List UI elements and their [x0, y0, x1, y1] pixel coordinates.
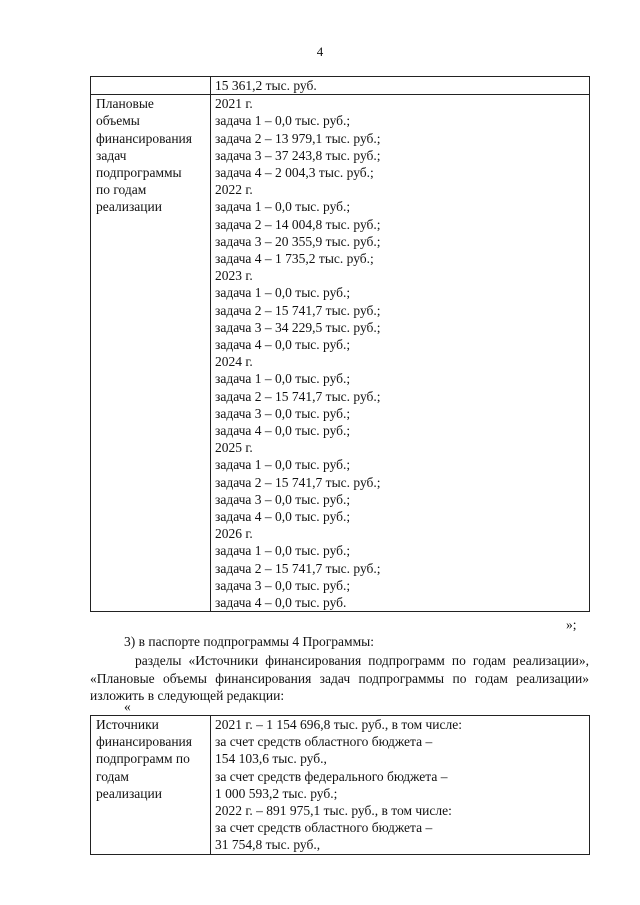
financing-sources-label — [91, 716, 211, 855]
text-line: задача 4 – 0,0 тыс. руб.; — [215, 337, 351, 353]
table-row — [91, 77, 590, 95]
text-line: задача 3 – 0,0 тыс. руб.; — [215, 405, 351, 421]
text-line: подпрограмм по — [96, 751, 190, 767]
text-line: задача 3 – 0,0 тыс. руб.; — [215, 491, 351, 507]
table-cell-empty — [91, 77, 211, 95]
text-line: 2025 г. — [215, 440, 253, 456]
text-line: 2026 г. — [215, 526, 253, 542]
closing-quote: »; — [566, 617, 577, 632]
text-line: годам — [96, 768, 129, 784]
text-line: 1 000 593,2 тыс. руб.; — [215, 785, 338, 801]
text-line: задача 4 – 2 004,3 тыс. руб.; — [215, 165, 374, 181]
financing-sources-table-subprogram-4 — [90, 715, 590, 855]
text-line: задача 2 – 13 979,1 тыс. руб.; — [215, 130, 381, 146]
financing-sources-values — [211, 716, 590, 855]
text-line: задача 1 – 0,0 тыс. руб.; — [215, 113, 351, 129]
amendment-paragraph-sections: разделы «Источники финансирования подпрограмм по годам реализации», «Плановые объемы финансирования задач подпрограммы по годам реализации» изложить в следующей редакции: — [90, 653, 589, 704]
text-line: задача 4 – 0,0 тыс. руб. — [215, 595, 347, 611]
planned-financing-values — [211, 95, 590, 612]
text-line: задача 3 – 0,0 тыс. руб.; — [215, 577, 351, 593]
text-line: задача 1 – 0,0 тыс. руб.; — [215, 457, 351, 473]
page-number: 4 — [316, 44, 324, 59]
financing-table-subprogram-3 — [90, 76, 590, 612]
text-line: 2023 г. — [215, 268, 253, 284]
text-line: задача 4 – 0,0 тыс. руб.; — [215, 509, 351, 525]
text-line: 2021 г. – 1 154 696,8 тыс. руб., в том числе: — [215, 717, 462, 732]
text-line: задача 1 – 0,0 тыс. руб.; — [215, 543, 351, 559]
text-line: 2024 г. — [215, 354, 253, 370]
text-line: 2022 г. – 891 975,1 тыс. руб., в том числе: — [215, 803, 452, 819]
text-line: задача 1 – 0,0 тыс. руб.; — [215, 371, 351, 387]
text-line: за счет средств областного бюджета – — [215, 734, 433, 750]
text-line: задача 3 – 20 355,9 тыс. руб.; — [215, 233, 381, 249]
text-line: задача 1 – 0,0 тыс. руб.; — [215, 285, 351, 301]
text-line: задача 4 – 0,0 тыс. руб.; — [215, 423, 351, 439]
amendment-paragraph-item3: 3) в паспорте подпрограммы 4 Программы: — [124, 634, 374, 649]
text-line: 2021 г. — [215, 96, 253, 112]
text-line: задача 2 – 14 004,8 тыс. руб.; — [215, 216, 381, 232]
text-line: задача 2 – 15 741,7 тыс. руб.; — [215, 302, 381, 318]
opening-quote: « — [124, 699, 131, 714]
table-cell-continued-total — [211, 77, 590, 95]
text-line: задача 3 – 34 229,5 тыс. руб.; — [215, 319, 381, 335]
text-line: реализации — [96, 199, 162, 215]
text-line: подпрограммы — [96, 165, 182, 181]
text-line: задача 3 – 37 243,8 тыс. руб.; — [215, 147, 381, 163]
text-line: задач — [96, 147, 127, 163]
text-line: Плановые — [96, 96, 154, 112]
text-line: задача 2 – 15 741,7 тыс. руб.; — [215, 474, 381, 490]
text-line: задача 1 – 0,0 тыс. руб.; — [215, 199, 351, 215]
table-row — [91, 95, 590, 612]
text-line: 154 103,6 тыс. руб., — [215, 751, 327, 767]
text-line: за счет средств областного бюджета – — [215, 820, 433, 836]
text-line: задача 2 – 15 741,7 тыс. руб.; — [215, 560, 381, 576]
text-line: задача 2 – 15 741,7 тыс. руб.; — [215, 388, 381, 404]
text-line: за счет средств федерального бюджета – — [215, 768, 448, 784]
text-line: 31 754,8 тыс. руб., — [215, 837, 321, 853]
text-line: финансирования — [96, 734, 192, 750]
text-line: по годам — [96, 182, 147, 198]
text-line: задача 4 – 1 735,2 тыс. руб.; — [215, 251, 374, 267]
planned-financing-label — [91, 95, 211, 612]
text-line: финансирования — [96, 130, 192, 146]
text-line: 2022 г. — [215, 182, 253, 198]
continued-total-text: 15 361,2 тыс. руб. — [215, 78, 317, 93]
text-line: объемы — [96, 113, 140, 129]
table-row — [91, 716, 590, 855]
text-line: Источники — [96, 717, 159, 732]
text-line: реализации — [96, 785, 162, 801]
